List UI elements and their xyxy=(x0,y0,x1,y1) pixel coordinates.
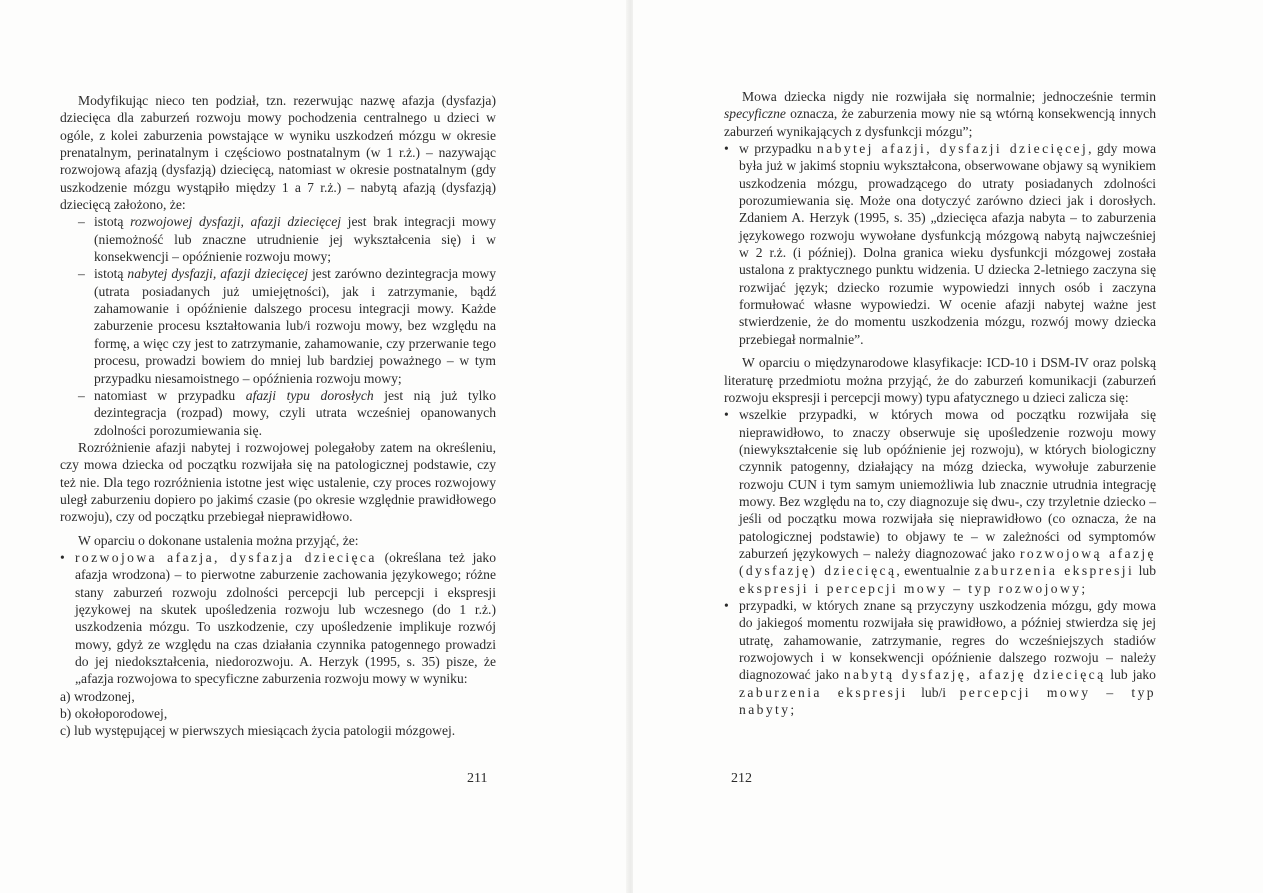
dash-list-item: – natomiast w przypadku afazji typu dorosłych jest nią już tylko dezintegracja (rozpad) mowy, czyli utrata wcześniej opanowanych zdolności porozumiewania się. xyxy=(78,387,496,438)
page-number: 212 xyxy=(731,771,752,786)
bullet-list-item: • rozwojowa afazja, dysfazja dziecięca (określana też jako afazja wrodzona) – to pierwotne zaburzenie zachowania językowego; różne stany zaburzeń rozwoju zdolności percepcji lub percepcji i ekspresji językowej na skutek upośledzenia rozwoju lub wczesnego (do 1 r.ż.) uszkodzenia mózgu. To uszkodzenie, czy upośledzenie implikuje rozwój mowy, gdyż ze względu na czas działania czynnika patogennego prowadzi do jej niedokształcenia, niedorozwoju. A. Herzyk (1995, s. 35) pisze, że „afazja rozwojowa to specyficzne zaburzenia rozwoju mowy w wyniku: xyxy=(60,549,497,687)
bullet-marker: • xyxy=(724,597,729,613)
bullet-list-item: • w przypadku nabytej afazji, dysfazji dziecięcej, gdy mowa była już w jakimś stopniu wykształcona, obserwowane objawy są wynikiem uszkodzenia mózgu, prowadzącego do utraty posiadanych zdolności porozumiewania się. Może ona dotyczyć zarówno dzieci jak i dorosłych. Zdaniem A. Herzyk (1995, s. 35) „dziecięca afazja nabyta – to zaburzenia językowego rozwoju wywołane dysfunkcją mózgową nabytą najwcześniej w 2 r.ż. (i później). Dolna granica wieku dysfunkcji mózgowej została ustalona z praktycznego punktu widzenia. U dziecka 2-letniego zaczyna się rozwijać język; dziecko rozumie wypowiedzi innych osób i zaczyna formułować własne wypowiedzi. W ocenie afazji nabytej ważne jest stwierdzenie, że do momentu uszkodzenia mózgu, rozwój mowy dziecka przebiegał normalnie”. xyxy=(724,141,1156,347)
right-page-text xyxy=(724,88,1156,718)
dash-marker: – xyxy=(78,387,85,403)
left-page-text xyxy=(60,92,496,740)
paragraph: Modyfikując nieco ten podział, tzn. rezerwując nazwę afazja (dysfazja) dziecięca dla zaburzeń rozwoju mowy pochodzenia centralnego u dzieci w ogóle, z kolei zaburzenia powstające w wyniku uszkodzeń mózgu w okresie prenatalnym, perinatalnym i częściowo postnatalnym (w 1 r.ż.) – nazywając rozwojową afazją (dysfazją) dziecięcą, natomiast w okresie postnatalnym (gdy uszkodzenie mózgu wystąpiło między 1 a 7 r.ż.) – nabytą afazją (dysfazją) dziecięcą założono, że: xyxy=(60,93,496,213)
sub-list-item: b) okołoporodowej, xyxy=(60,706,168,722)
right-page xyxy=(633,0,1263,893)
bullet-marker: • xyxy=(724,407,729,423)
paragraph: Rozróżnienie afazji nabytej i rozwojowej polegałoby zatem na określeniu, czy mowa dziecka od początku rozwijała się na patologicznej podstawie, czy też nie. Dla tego rozróżnienia istotne jest więc ustalenie, czy proces rozwojowy uległ zaburzeniu dopiero po jakimś czasie (po okresie względnie prawidłowego rozwoju), czy od początku przebiegał nieprawidłowo. xyxy=(60,439,496,525)
paragraph: Mowa dziecka nigdy nie rozwijała się normalnie; jednocześnie termin specyficzne oznacza, że zaburzenia mowy nie są wtórną konsekwencją innych zaburzeń wynikających z dysfunkcji mózgu”; xyxy=(724,89,1156,139)
bullet-list-item: • przypadki, w których znane są przyczyny uszkodzenia mózgu, gdy mowa do jakiegoś momentu rozwijała się prawidłowo, a później stwierdza się jej utratę, zahamowanie, zatrzymanie, regres do wcześniejszych stadiów rozwojowych i w konsekwencji opóźnienie dalszego rozwoju – należy diagnozować jako nabytą dysfazję, afazję dziecięcą lub jako zaburzenia ekspresji lub/i percepcji mowy – typ nabyty; xyxy=(724,597,1156,718)
dash-marker: – xyxy=(78,214,85,230)
dash-list-item: – istotą nabytej dysfazji, afazji dziecięcej jest zarówno dezintegracja mowy (utrata posiadanych już umiejętności), jak i zatrzymanie, bądź zahamowanie i opóźnienie dalszego procesu integracji mowy. Każde zaburzenie procesu kształtowania lub/i rozwoju mowy, bez względu na formę, a więc czy jest to zatrzymanie, zahamowanie, czy przerwanie tego procesu, prowadzi bowiem do mniej lub bardziej poważnego – w tym przypadku niesamoistnego – opóźnienia rozwoju mowy; xyxy=(78,266,496,386)
paragraph: W oparciu o dokonane ustalenia można przyjąć, że: xyxy=(78,532,359,548)
bullet-list-item: • wszelkie przypadki, w których mowa od początku rozwijała się nieprawidłowo, to znaczy obserwuje się upośledzenie rozwoju mowy (niewykształcenie się lub opóźnienie jej rozwoju), w których biologiczny czynnik patogenny, działający na mózg dziecka, wywołuje zaburzenie rozwoju CUN i tym samym uniemożliwia lub znacznie utrudnia integrację mowy. Bez względu na to, czy diagnozuje się dwu-, czy trzyletnie dziecko – jeśli od początku mowa rozwijała się nieprawidłowo (co oznacza, że na patologicznej podstawie) to objawy te – w zależności od symptomów zaburzeń językowych – należy diagnozować jako rozwojową afazję (dysfazję) dziecięcą, ewentualnie zaburzenia ekspresji lub ekspresji i percepcji mowy – typ rozwojowy; xyxy=(724,407,1157,596)
paragraph: W oparciu o międzynarodowe klasyfikacje: ICD-10 i DSM-IV oraz polską literaturę przedmiotu można przyjąć, że do zaburzeń komunikacji (zaburzeń rozwoju ekspresji i percepcji mowy) typu afatycznego u dzieci zalicza się: xyxy=(724,355,1156,405)
page-number: 211 xyxy=(467,771,488,786)
left-page xyxy=(0,0,628,893)
sub-list-item: a) wrodzonej, xyxy=(60,688,135,704)
dash-list-item: – istotą rozwojowej dysfazji, afazji dziecięcej jest brak integracji mowy (niemożność lub znaczne utrudnienie jej wykształcenia się) i w konsekwencji – opóźnienie rozwoju mowy; xyxy=(78,214,496,265)
bullet-marker: • xyxy=(60,549,65,565)
sub-list-item: c) lub występującej w pierwszych miesiącach życia patologii mózgowej. xyxy=(60,723,456,739)
dash-marker: – xyxy=(78,266,85,282)
bullet-marker: • xyxy=(724,141,729,157)
